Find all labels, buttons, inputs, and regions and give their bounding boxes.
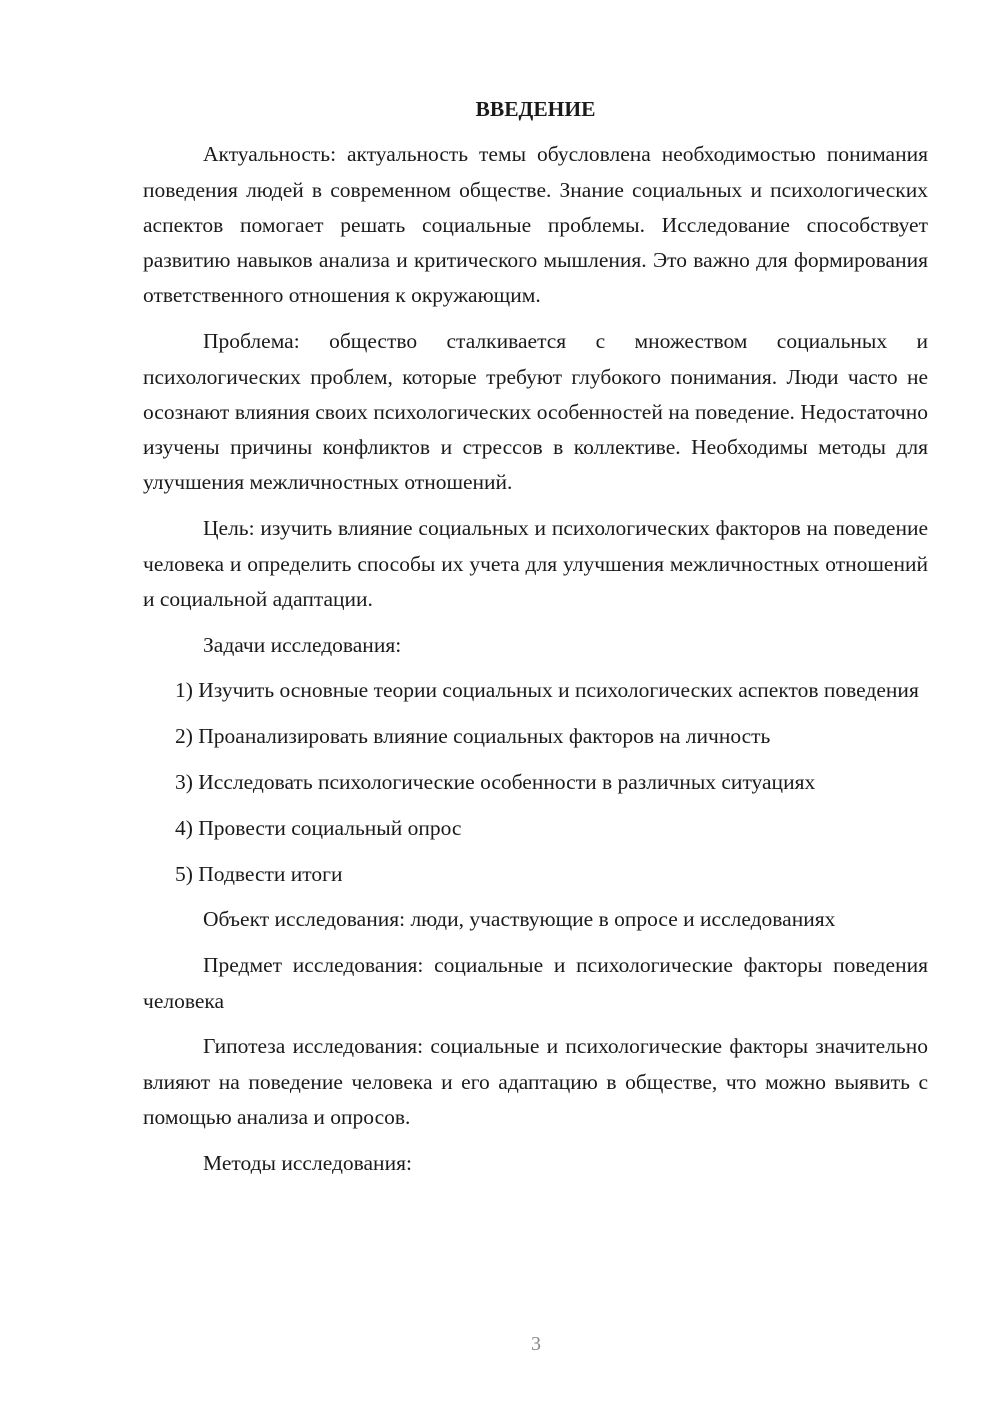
paragraph-relevance: Актуальность: актуальность темы обусловлена необходимостью понимания поведения людей в современном обществе. Знание социальных и психологических аспектов помогает решать социальные проблемы. Исследование способствует развитию навыков анализа и критического мышления. Это важно для формирования ответственного отношения к окружающим. — [143, 142, 928, 308]
task-item-1: 1) Изучить основные теории социальных и психологических аспектов поведения — [175, 678, 919, 703]
paragraph-goal: Цель: изучить влияние социальных и психологических факторов на поведение человека и определить способы их учета для улучшения межличностных отношений и социальной адаптации. — [143, 516, 928, 611]
task-item-3: 3) Исследовать психологические особенности в различных ситуациях — [175, 770, 816, 795]
page-number: 3 — [531, 1333, 541, 1355]
paragraph-hypothesis: Гипотеза исследования: социальные и психологические факторы значительно влияют на поведение человека и его адаптацию в обществе, что можно выявить с помощью анализа и опросов. — [143, 1034, 928, 1129]
task-item-4: 4) Провести социальный опрос — [175, 815, 462, 840]
page-title: ВВЕДЕНИЕ — [475, 97, 596, 121]
document-page — [143, 92, 928, 1192]
task-item-2: 2) Проанализировать влияние социальных факторов на личность — [175, 724, 771, 749]
paragraph-object: Объект исследования: люди, участвующие в опросе и исследованиях — [203, 907, 836, 932]
paragraph-subject: Предмет исследования: социальные и психологические факторы поведения человека — [143, 953, 928, 1013]
task-item-5: 5) Подвести итоги — [175, 861, 343, 886]
paragraph-methods: Методы исследования: — [203, 1150, 412, 1175]
paragraph-tasks-heading: Задачи исследования: — [203, 632, 402, 657]
paragraph-problem: Проблема: общество сталкивается с множеством социальных и психологических проблем, которые требуют глубокого понимания. Люди часто не осознают влияния своих психологических особенностей на поведение. Недостаточно изучены причины конфликтов и стрессов в коллективе. Необходимы методы для улучшения межличностных отношений. — [143, 329, 928, 495]
